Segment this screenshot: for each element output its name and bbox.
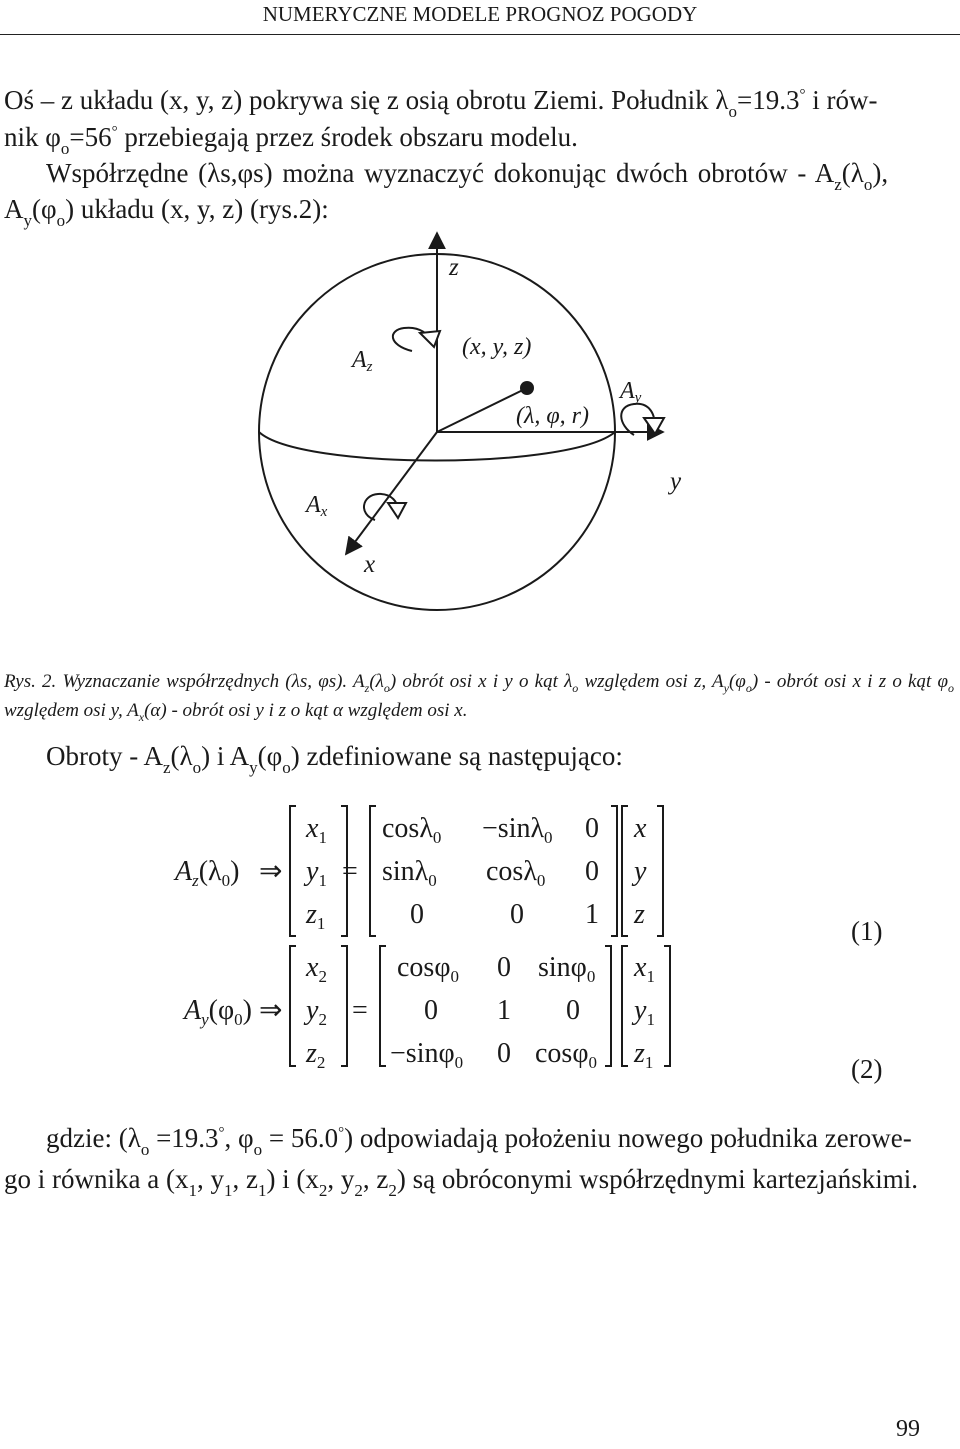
svg-text:cosλ0: cosλ$_0$ — [382, 813, 442, 847]
svg-text:−sinλ0: −sinλ$_0$ — [482, 813, 553, 847]
eq1-implies-arrow: ⇒ — [259, 856, 283, 887]
spherical-label: (λ, φ, r) — [516, 403, 589, 429]
intro-line-2: nik $\varphi_o=56^\circ$ przebiegają przez środek obszaru modelu. — [4, 122, 578, 158]
svg-text:x1: $x_1$ — [306, 813, 327, 847]
eq1-input-vector — [631, 813, 647, 930]
svg-text:z1: $z_1$ — [306, 899, 326, 933]
header-rule — [0, 34, 960, 35]
svg-text:z2: $z_2$ — [306, 1038, 326, 1072]
eq2-output-vector — [303, 952, 327, 1072]
axis-label-y: y — [670, 468, 682, 495]
eq2-equals: = — [352, 995, 368, 1026]
svg-text:sinλ0: sinλ$_0$ — [382, 856, 437, 890]
svg-text:0: 0 — [585, 856, 599, 887]
cartesian-label: (x, y, z) — [462, 334, 532, 360]
sphere-figure — [0, 218, 960, 648]
eq2-input-vector — [631, 952, 655, 1072]
svg-text:x2: $x_2$ — [306, 952, 327, 986]
footer-line-1: gdzie: ($\lambda_o =19.3^\circ$, $\varphi_o = 56.0^\circ$) odpowiadają położeniu nowego południka zerowe- — [46, 1123, 912, 1159]
svg-text:0: 0 — [510, 899, 524, 930]
svg-text:y1: $y_1$ — [634, 995, 655, 1029]
equator-curve — [259, 432, 615, 461]
rotation-label-z: Az — [352, 347, 373, 375]
radius-vector — [437, 388, 527, 432]
equation-2-brackets — [290, 946, 670, 1066]
eq2-lhs: $A_y(\varphi_0)$ — [184, 995, 252, 1029]
svg-text:y: y — [634, 856, 647, 887]
rotations-intro: Obroty - $A_z(\lambda_o)$ i $A_y(\varphi_o)$ zdefiniowane są następująco: — [46, 741, 623, 777]
svg-text:0: 0 — [410, 899, 424, 930]
eq1-output-vector — [303, 813, 327, 933]
intro-line-4: $A_y(\varphi_o)$ układu (x, y, z) (rys.2): — [4, 194, 329, 230]
eq1-lhs: $A_z(\lambda_0)$ — [175, 856, 240, 890]
svg-text:y2: $y_2$ — [306, 995, 327, 1029]
axis-label-z: z — [449, 254, 459, 281]
svg-text:y1: $y_1$ — [306, 856, 327, 890]
intro-line-3: Współrzędne (λs,φs) można wyznaczyć dokonując dwóch obrotów - $A_z(\lambda_o)$, — [46, 158, 889, 194]
svg-text:0: 0 — [424, 995, 438, 1026]
svg-text:0: 0 — [497, 952, 511, 983]
svg-text:0: 0 — [566, 995, 580, 1026]
running-header: NUMERYCZNE MODELE PROGNOZ POGODY — [262, 2, 698, 26]
rotation-arrow-y — [621, 404, 664, 435]
svg-text:cosλ0: cosλ$_0$ — [486, 856, 546, 890]
rotation-label-y: Ay — [620, 378, 642, 406]
svg-text:0: 0 — [585, 813, 599, 844]
eq2-matrix — [390, 952, 597, 1072]
svg-text:0: 0 — [497, 1038, 511, 1069]
axis-label-x: x — [364, 551, 376, 578]
svg-text:cosφ0: cosφ$_0$ — [397, 952, 459, 986]
svg-text:z1: $z_1$ — [634, 1038, 654, 1072]
intro-line-1: Oś – z układu (x, y, z) pokrywa się z osią obrotu Ziemi. Południk $\lambda_o=19.3^\circ$ i rów- — [4, 85, 878, 121]
footer-line-2: go i równika a ($x_1$, $y_1$, $z_1$) i ($x_2$, $y_2$, $z_2$) są obróconymi współrzędnymi kartezjańskimi. — [4, 1164, 919, 1200]
svg-text:1: 1 — [585, 899, 599, 930]
svg-text:cosφ0: cosφ$_0$ — [535, 1038, 597, 1072]
page-number: 99 — [896, 1416, 920, 1442]
svg-text:x: x — [634, 813, 647, 844]
x-axis — [346, 432, 437, 554]
svg-text:z: z — [634, 899, 645, 930]
svg-text:sinφ0: sinφ$_0$ — [538, 952, 596, 986]
rotation-arrow-x — [364, 494, 406, 520]
svg-text:1: 1 — [497, 995, 511, 1026]
svg-text:x1: $x_1$ — [634, 952, 655, 986]
eq2-implies-arrow: ⇒ — [259, 995, 283, 1026]
svg-text:−sinφ0: −sinφ$_0$ — [390, 1038, 464, 1072]
equations — [0, 790, 960, 1110]
footer-paragraph — [4, 1120, 959, 1201]
point-marker — [520, 381, 534, 395]
eq2-number: (2) — [851, 1054, 883, 1084]
eq1-number: (1) — [851, 916, 883, 946]
rotation-arrow-z — [393, 328, 440, 351]
figure-caption: Rys. 2. Wyznaczanie współrzędnych (λs, φs). $A_z(\lambda_o)$ obrót osi x i y o kąt $\lambda_o$ względem osi z, $A_y(\varphi_o)$ - obrót osi x i z o kąt $\varphi_o$ względem osi y, $A_x(\alpha)$ - obrót osi y i z o kąt α względem osi x. — [4, 671, 954, 724]
rotation-label-x: Ax — [306, 492, 328, 520]
eq1-equals: = — [342, 856, 358, 887]
eq1-matrix — [382, 813, 599, 930]
